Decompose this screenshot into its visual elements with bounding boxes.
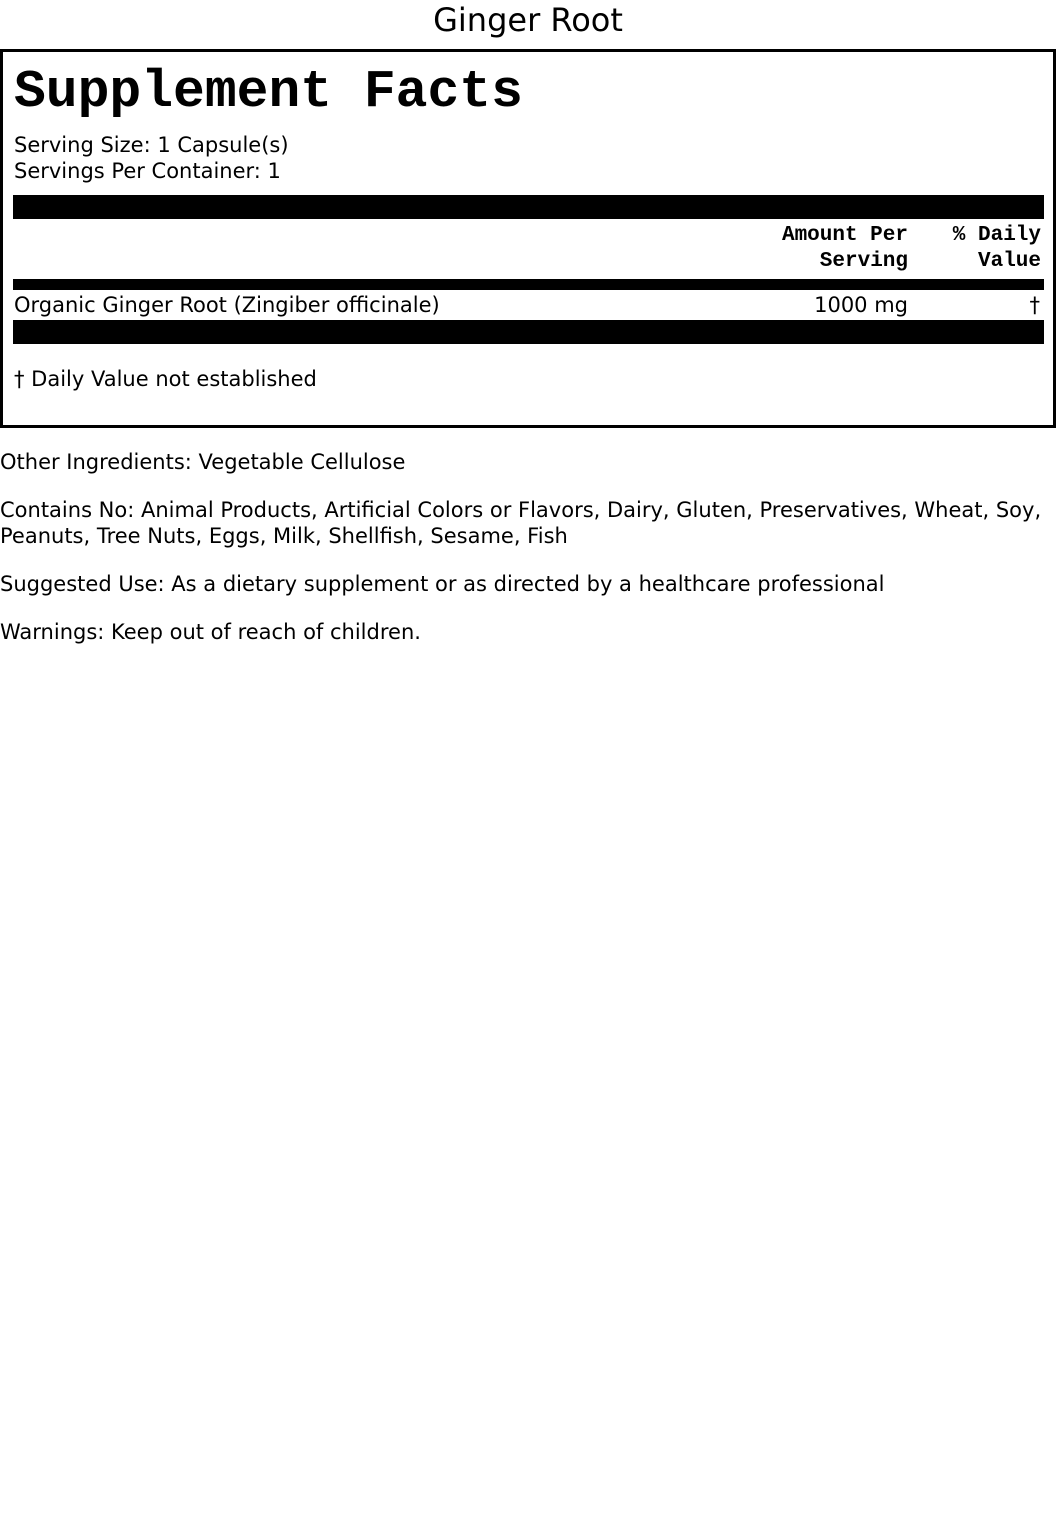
divider-thick-top (13, 195, 1044, 219)
ingredient-daily-value: † (1029, 293, 1040, 317)
suggested-use: Suggested Use: As a dietary supplement or as directed by a healthcare professional (0, 572, 885, 596)
servings-per-container: Servings Per Container: 1 (14, 159, 281, 183)
column-header-amount-line2: Serving (819, 250, 908, 273)
ingredient-amount: 1000 mg (814, 293, 908, 317)
ingredient-name: Organic Ginger Root (Zingiber officinale) (14, 293, 440, 317)
product-title: Ginger Root (433, 1, 623, 39)
column-header-dv-line2: Value (977, 250, 1041, 273)
column-header-dv-line1: % Daily (952, 224, 1041, 247)
daily-value-footnote: † Daily Value not established (14, 367, 317, 391)
other-ingredients: Other Ingredients: Vegetable Cellulose (0, 450, 406, 474)
contains-no: Contains No: Animal Products, Artificial Colors or Flavors, Dairy, Gluten, Preservatives, Wheat, Soy, Peanuts, Tree Nuts, Eggs, Milk, Shellfish, Sesame, Fish (0, 498, 1042, 548)
column-header-amount-line1: Amount Per (781, 224, 908, 247)
serving-size: Serving Size: 1 Capsule(s) (14, 133, 289, 157)
divider-thick-bottom (13, 320, 1044, 344)
facts-heading: Supplement Facts (14, 62, 523, 122)
column-header-amount (782, 223, 908, 275)
warnings: Warnings: Keep out of reach of children. (0, 620, 421, 644)
divider-medium (13, 279, 1044, 290)
label-notes (0, 449, 1056, 667)
column-header-daily-value (953, 223, 1041, 275)
supplement-facts-panel (0, 49, 1056, 428)
